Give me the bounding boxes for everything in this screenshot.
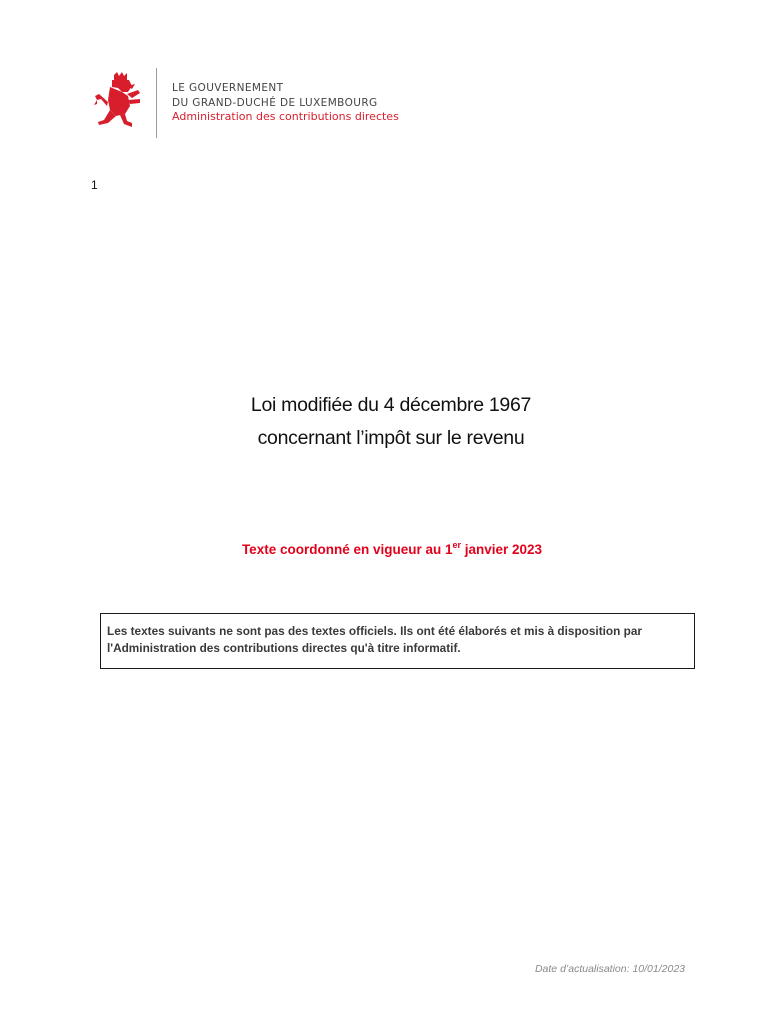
- disclaimer-text: Les textes suivants ne sont pas des textes officiels. Ils ont été élaborés et mis à disposition par l'Administration des contributions directes qu'à titre informatif.: [107, 624, 642, 655]
- logo-line-government: LE GOUVERNEMENT: [172, 82, 284, 94]
- document-subtitle: [0, 542, 768, 557]
- subtitle-superscript: er: [452, 540, 461, 550]
- page-number: 1: [91, 178, 98, 192]
- document-title: [0, 389, 768, 455]
- red-lion-icon: [94, 72, 144, 130]
- logo-text: [172, 81, 399, 125]
- title-line-2: concernant l’impôt sur le revenu: [257, 427, 525, 449]
- logo-line-administration: Administration des contributions directes: [172, 110, 399, 123]
- disclaimer-box: [100, 613, 695, 669]
- update-date: Date d’actualisation: 10/01/2023: [534, 963, 685, 975]
- logo-line-grand-duchy: DU GRAND-DUCHÉ DE LUXEMBOURG: [172, 96, 378, 109]
- subtitle-text-start: Texte coordonné en vigueur au 1: [241, 542, 453, 557]
- title-line-1: Loi modifiée du 4 décembre 1967: [250, 394, 532, 416]
- subtitle-text-end: janvier 2023: [461, 542, 543, 557]
- logo-divider: [156, 68, 157, 138]
